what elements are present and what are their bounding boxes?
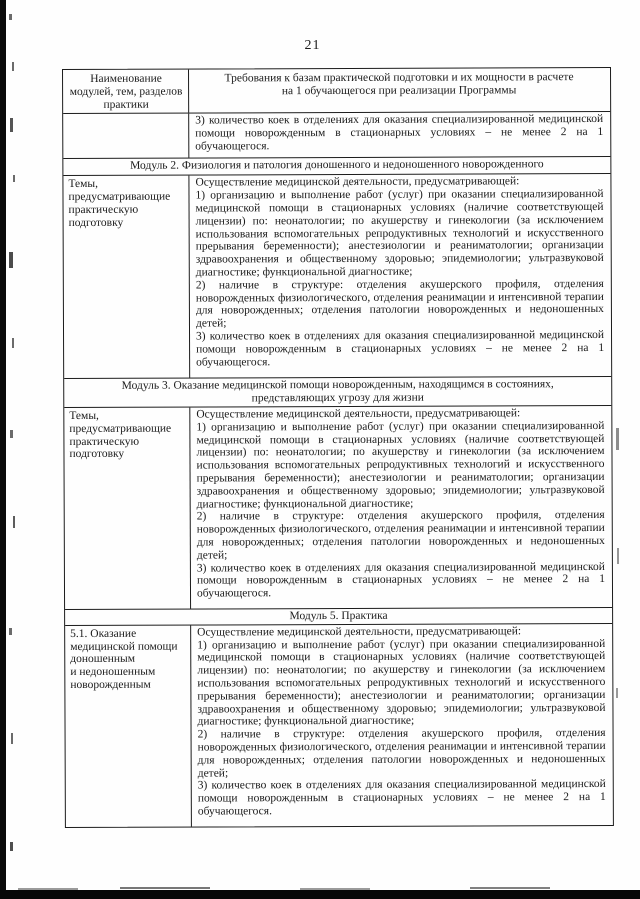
scan-noise bbox=[10, 842, 13, 851]
requirement-item-1: 1) организацию и выполнение работ (услуг) при оказании специализированной медицинской помощи в стационарных условиях (наличие соответствующей лицензии) по: неонатологии; по акушерству и гинекологии (за исключением использования вспомогательных репродуктивных технологий и искусственного прерывания беременности); анестезиологии и реаниматологии; организации здравоохранения и общественному здоровью; эпидемиологии; ультразвуковой диагностике; функциональной диагностике; bbox=[197, 637, 606, 728]
module-2-title: Модуль 2. Физиология и патология доношенного и недоношенного новорожденного bbox=[130, 158, 544, 173]
requirements-table bbox=[62, 67, 614, 828]
scan-noise bbox=[11, 733, 13, 744]
scan-noise bbox=[470, 887, 550, 889]
scan-noise bbox=[9, 628, 12, 635]
requirement-item-3: 3) количество коек в отделениях для оказания специализированной медицинской помощи новорожденным в стационарных условиях – не менее 2 на 1 обучающегося. bbox=[195, 113, 604, 153]
requirement-item-2: 2) наличие в структуре: отделения акушерского профиля, отделения новорожденных физиологического, отделения реанимации и интенсивной терапии для новорожденных; отделения патологии новорожденных и недоношенных детей; bbox=[197, 727, 606, 780]
requirement-item-3: 3) количество коек в отделениях для оказания специализированной медицинской помощи новорожденным в стационарных условиях – не менее 2 на 1 обучающегося. bbox=[197, 778, 606, 818]
section-row-module-2 bbox=[63, 157, 610, 176]
cell-continuation-text bbox=[189, 112, 610, 158]
scan-noise bbox=[13, 516, 15, 528]
requirement-item-3: 3) количество коек в отделениях для оказания специализированной медицинской помощи новорожденным в стационарных условиях – не менее 2 на 1 обучающегося. bbox=[196, 560, 605, 600]
table-header-row bbox=[63, 68, 610, 114]
scan-noise bbox=[617, 548, 619, 564]
requirement-item-2: 2) наличие в структуре: отделения акушерского профиля, отделения новорожденных физиологического, отделения реанимации и интенсивной терапии для новорожденных; отделения патологии новорожденных и недоношенных детей; bbox=[196, 509, 605, 562]
module-3-title: Модуль 3. Оказание медицинской помощи новорожденным, находящимся в состояниях, представляющих угрозу для жизни bbox=[121, 378, 554, 405]
requirement-item-2: 2) наличие в структуре: отделения акушерского профиля, отделения новорожденных физиологического, отделения реанимации и интенсивной терапии для новорожденных; отделения патологии новорожденных и недоношенных детей; bbox=[195, 277, 604, 330]
scan-noise bbox=[13, 175, 15, 182]
header-col-module-names: Наименование модулей, тем, разделов практики bbox=[63, 70, 189, 114]
scan-noise bbox=[10, 118, 13, 132]
module-5-title: Модуль 5. Практика bbox=[289, 609, 388, 623]
scan-edge-bottom bbox=[0, 890, 640, 899]
module-2-right-cell bbox=[189, 174, 611, 378]
module-5-right-cell bbox=[191, 624, 613, 827]
scan-noise bbox=[18, 888, 78, 890]
scan-noise bbox=[616, 688, 618, 698]
requirement-intro: Осуществление медицинской деятельности, предусматривающей: bbox=[196, 407, 521, 421]
module-3-left-cell: Темы, предусматривающие практическую подготовку bbox=[64, 408, 191, 609]
module-5-left-cell: 5.1. Оказание медицинской помощи доношенным и недоношенным новорожденным bbox=[65, 625, 192, 826]
scan-noise bbox=[300, 888, 370, 890]
requirement-intro: Осуществление медицинской деятельности, предусматривающей: bbox=[197, 625, 522, 639]
module-2-left-cell: Темы, предусматривающие практическую подготовку bbox=[63, 176, 190, 378]
cell-empty bbox=[63, 114, 189, 158]
module-3-right-cell bbox=[190, 406, 612, 609]
requirement-item-3: 3) количество коек в отделениях для оказания специализированной медицинской помощи новорожденным в стационарных условиях – не менее 2 на 1 обучающегося. bbox=[196, 328, 605, 369]
table-row-module-2 bbox=[63, 174, 611, 379]
table-row-module-5 bbox=[65, 624, 613, 827]
table-row-continuation bbox=[63, 112, 610, 159]
scan-noise bbox=[616, 428, 619, 450]
header-col-requirements: Требования к базам практической подготовки и их мощности в расчете на 1 обучающегося при реализации Программы bbox=[224, 71, 574, 98]
scan-noise bbox=[9, 14, 12, 20]
scan-noise bbox=[9, 252, 13, 268]
scan-noise bbox=[12, 338, 14, 348]
requirement-item-1: 1) организацию и выполнение работ (услуг) при оказании специализированной медицинской помощи в стационарных условиях (наличие соответствующей лицензии) по: неонатологии; по акушерству и гинекологии (за исключением использования вспомогательных репродуктивных технологий и искусственного прерывания беременности); анестезиологии и реаниматологии; организации здравоохранения и общественному здоровью; эпидемиологии; ультразвуковой диагностике; функциональной диагностике; bbox=[195, 188, 604, 279]
scan-edge-left bbox=[0, 0, 6, 899]
requirement-intro: Осуществление медицинской деятельности, предусматривающей: bbox=[195, 175, 520, 189]
requirement-item-1: 1) организацию и выполнение работ (услуг) при оказании специализированной медицинской помощи в стационарных условиях (наличие соответствующей лицензии) по: неонатологии; по акушерству и гинекологии (за исключением использования вспомогательных репродуктивных технологий и искусственного прерывания беременности); анестезиологии и реаниматологии; организации здравоохранения и общественному здоровью; эпидемиологии; ультразвуковой диагностике; функциональной диагностике; bbox=[196, 419, 605, 511]
section-row-module-3 bbox=[64, 377, 611, 408]
table-row-module-3 bbox=[64, 406, 612, 610]
scan-noise bbox=[120, 887, 210, 889]
scan-noise bbox=[10, 430, 13, 438]
scan-noise bbox=[12, 62, 14, 71]
page-number: 21 bbox=[304, 38, 321, 53]
